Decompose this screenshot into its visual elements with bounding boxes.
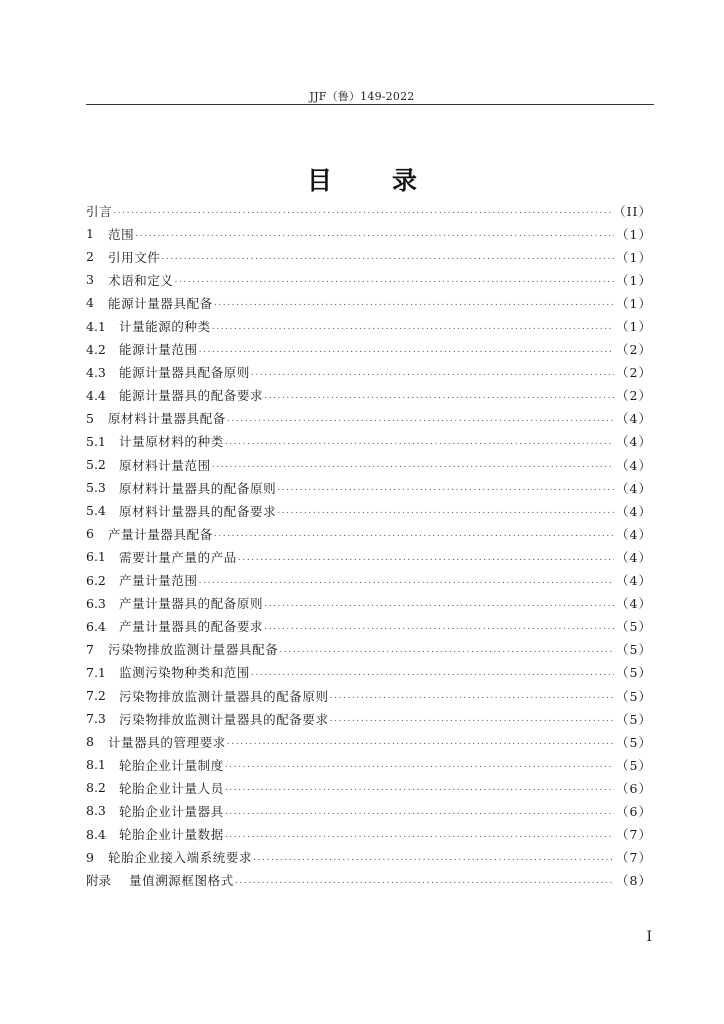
toc-entry[interactable] [86, 407, 652, 430]
toc-entry-page: （5） [616, 619, 652, 635]
page-number: I [646, 929, 652, 945]
toc-entry-page: （7） [616, 827, 652, 843]
toc-entry-title: 术语和定义 [108, 272, 174, 288]
toc-entry[interactable] [86, 684, 652, 707]
toc-entry[interactable] [86, 638, 652, 661]
toc-entry-title: 能源计量器具配备 [108, 295, 213, 311]
toc-entry[interactable] [86, 338, 652, 361]
toc-entry-title: 计量能源的种类 [119, 319, 211, 335]
dot-leader [251, 668, 614, 684]
toc-entry[interactable] [86, 799, 652, 822]
toc-entry[interactable] [86, 314, 652, 337]
toc-entry[interactable] [86, 569, 652, 592]
toc-entry[interactable] [86, 245, 652, 268]
toc-entry-title: 范围 [108, 226, 135, 242]
toc-entry-page: （5） [616, 711, 652, 727]
toc-entry-number: 6.3 [86, 595, 106, 611]
dot-leader [212, 460, 614, 476]
toc-entry-page: （4） [616, 526, 652, 542]
toc-entry-number: 8 [86, 734, 94, 750]
toc-entry-number: 5 [86, 410, 94, 426]
dot-leader [214, 529, 614, 545]
toc-entry-title: 原材料计量器具配备 [108, 411, 226, 427]
toc-entry-number: 9 [86, 849, 94, 865]
toc-entry-page: （2） [616, 388, 652, 404]
dot-leader [277, 506, 614, 522]
toc-entry[interactable] [86, 384, 652, 407]
toc-entry-title: 引用文件 [108, 249, 161, 265]
page-title: 目录 [306, 166, 477, 195]
toc-entry-page: （4） [616, 457, 652, 473]
toc-entry-page: （4） [616, 434, 652, 450]
toc-entry-title: 原材料计量范围 [119, 457, 211, 473]
toc-entry-page: （2） [616, 342, 652, 358]
dot-leader [175, 275, 615, 291]
dot-leader [212, 322, 614, 338]
toc-entry-number: 3 [86, 272, 94, 288]
toc-entry-title: 轮胎企业计量人员 [119, 780, 224, 796]
toc-entry[interactable] [86, 776, 652, 799]
toc-entry-page: （2） [616, 365, 652, 381]
toc-entry-number: 8.4 [86, 826, 106, 842]
toc-entry-title: 原材料计量器具的配备要求 [119, 503, 277, 519]
toc-entry-title: 轮胎企业接入端系统要求 [108, 850, 253, 866]
dot-leader [253, 853, 614, 869]
toc-entry-title: 能源计量范围 [119, 342, 198, 358]
toc-entry-number: 7.3 [86, 711, 106, 727]
toc-entry[interactable] [86, 846, 652, 869]
dot-leader [330, 714, 614, 730]
toc-entry[interactable] [86, 522, 652, 545]
dot-leader [225, 807, 614, 823]
toc-entry[interactable] [86, 869, 652, 892]
toc-entry-number: 5.2 [86, 457, 106, 473]
dot-leader [264, 391, 614, 407]
toc-entry-page: （1） [616, 249, 652, 265]
toc-entry-page: （II） [613, 203, 652, 219]
toc-entry[interactable] [86, 268, 652, 291]
toc-entry[interactable] [86, 753, 652, 776]
toc-entry-title: 能源计量器具的配备要求 [119, 388, 264, 404]
toc-entry-page: （5） [616, 642, 652, 658]
toc-entry-title: 监测污染物种类和范围 [119, 665, 251, 681]
toc-entry-page: （4） [616, 596, 652, 612]
toc-entry-number: 7.2 [86, 688, 106, 704]
toc-entry-number: 6.2 [86, 572, 106, 588]
toc-entry[interactable] [86, 361, 652, 384]
toc-entry-title: 引言 [86, 203, 113, 219]
toc-entry-number: 1 [86, 226, 94, 242]
toc-entry-title: 计量原材料的种类 [119, 434, 224, 450]
toc-entry[interactable] [86, 453, 652, 476]
toc-entry-page: （1） [616, 319, 652, 335]
toc-entry-page: （1） [616, 226, 652, 242]
dot-leader [113, 206, 611, 222]
dot-leader [235, 876, 614, 892]
dot-leader [264, 622, 614, 638]
dot-leader [161, 252, 614, 268]
toc-entry-title: 轮胎企业计量数据 [119, 827, 224, 843]
toc-entry-number: 6.1 [86, 549, 106, 565]
toc-entry-title: 产量计量器具配备 [108, 526, 213, 542]
toc-entry-title: 产量计量器具的配备原则 [119, 596, 264, 612]
toc-entry-page: （4） [616, 549, 652, 565]
toc-entry-page: （1） [616, 295, 652, 311]
table-of-contents [86, 199, 652, 892]
toc-entry[interactable] [86, 615, 652, 638]
toc-entry-number: 5.1 [86, 433, 106, 449]
toc-entry[interactable] [86, 823, 652, 846]
toc-entry-number: 8.1 [86, 757, 106, 773]
toc-entry-number: 4.3 [86, 364, 106, 380]
toc-entry-page: （6） [616, 803, 652, 819]
running-header: JJF（鲁）149-2022 [309, 90, 415, 103]
toc-entry-number: 8.3 [86, 803, 106, 819]
dot-leader [227, 737, 614, 753]
dot-leader [225, 783, 614, 799]
toc-entry[interactable] [86, 291, 652, 314]
toc-entry-number: 2 [86, 249, 94, 265]
dot-leader [264, 599, 614, 615]
toc-entry-page: （5） [616, 688, 652, 704]
toc-entry-title: 量值溯源框图格式 [129, 873, 234, 889]
toc-entry-title: 污染物排放监测计量器具配备 [108, 642, 279, 658]
dot-leader [279, 645, 614, 661]
dot-leader [199, 345, 614, 361]
toc-entry-title: 原材料计量器具的配备原则 [119, 480, 277, 496]
toc-entry-page: （8） [616, 873, 652, 889]
toc-entry[interactable] [86, 730, 652, 753]
dot-leader [225, 760, 614, 776]
toc-entry[interactable] [86, 222, 652, 245]
toc-entry-number: 5.3 [86, 480, 106, 496]
toc-entry-title: 需要计量产量的产品 [119, 549, 237, 565]
dot-leader [225, 437, 614, 453]
dot-leader [199, 576, 614, 592]
toc-entry-number: 4.4 [86, 387, 106, 403]
toc-entry-title: 产量计量范围 [119, 573, 198, 589]
toc-entry-number: 7 [86, 641, 94, 657]
dot-leader [330, 691, 614, 707]
toc-entry-number: 5.4 [86, 503, 106, 519]
toc-entry-title: 产量计量器具的配备要求 [119, 619, 264, 635]
toc-entry[interactable] [86, 476, 652, 499]
toc-entry-title: 能源计量器具配备原则 [119, 365, 251, 381]
dot-leader [225, 830, 614, 846]
toc-entry-page: （1） [616, 272, 652, 288]
toc-entry-page: （5） [616, 757, 652, 773]
toc-entry-page: （4） [616, 480, 652, 496]
toc-entry[interactable] [86, 661, 652, 684]
toc-entry[interactable] [86, 545, 652, 568]
dot-leader [214, 298, 614, 314]
toc-entry-page: （7） [616, 850, 652, 866]
toc-entry-title: 计量器具的管理要求 [108, 734, 226, 750]
dot-leader [251, 368, 614, 384]
toc-entry-number: 7.1 [86, 664, 106, 680]
toc-entry-page: （5） [616, 734, 652, 750]
toc-entry-number: 4.1 [86, 318, 106, 334]
toc-entry-number: 6 [86, 526, 94, 542]
toc-entry-title: 污染物排放监测计量器具的配备原则 [119, 688, 329, 704]
toc-entry[interactable] [86, 199, 652, 222]
toc-entry-number: 4.2 [86, 341, 106, 357]
toc-entry[interactable] [86, 592, 652, 615]
dot-leader [227, 414, 614, 430]
header-divider [86, 104, 654, 105]
toc-entry-number: 8.2 [86, 780, 106, 796]
toc-entry-number: 附录 [86, 873, 112, 889]
toc-entry-title: 轮胎企业计量器具 [119, 803, 224, 819]
toc-entry-page: （4） [616, 573, 652, 589]
toc-entry-page: （4） [616, 503, 652, 519]
toc-entry-page: （4） [616, 411, 652, 427]
toc-entry-title: 轮胎企业计量制度 [119, 757, 224, 773]
toc-entry-number: 4 [86, 295, 94, 311]
toc-entry[interactable] [86, 499, 652, 522]
toc-entry-page: （6） [616, 780, 652, 796]
toc-entry-title: 污染物排放监测计量器具的配备要求 [119, 711, 329, 727]
dot-leader [238, 553, 614, 569]
toc-entry-number: 6.4 [86, 618, 106, 634]
dot-leader [135, 229, 614, 245]
toc-entry[interactable] [86, 707, 652, 730]
toc-entry[interactable] [86, 430, 652, 453]
toc-entry-page: （5） [616, 665, 652, 681]
dot-leader [277, 483, 614, 499]
